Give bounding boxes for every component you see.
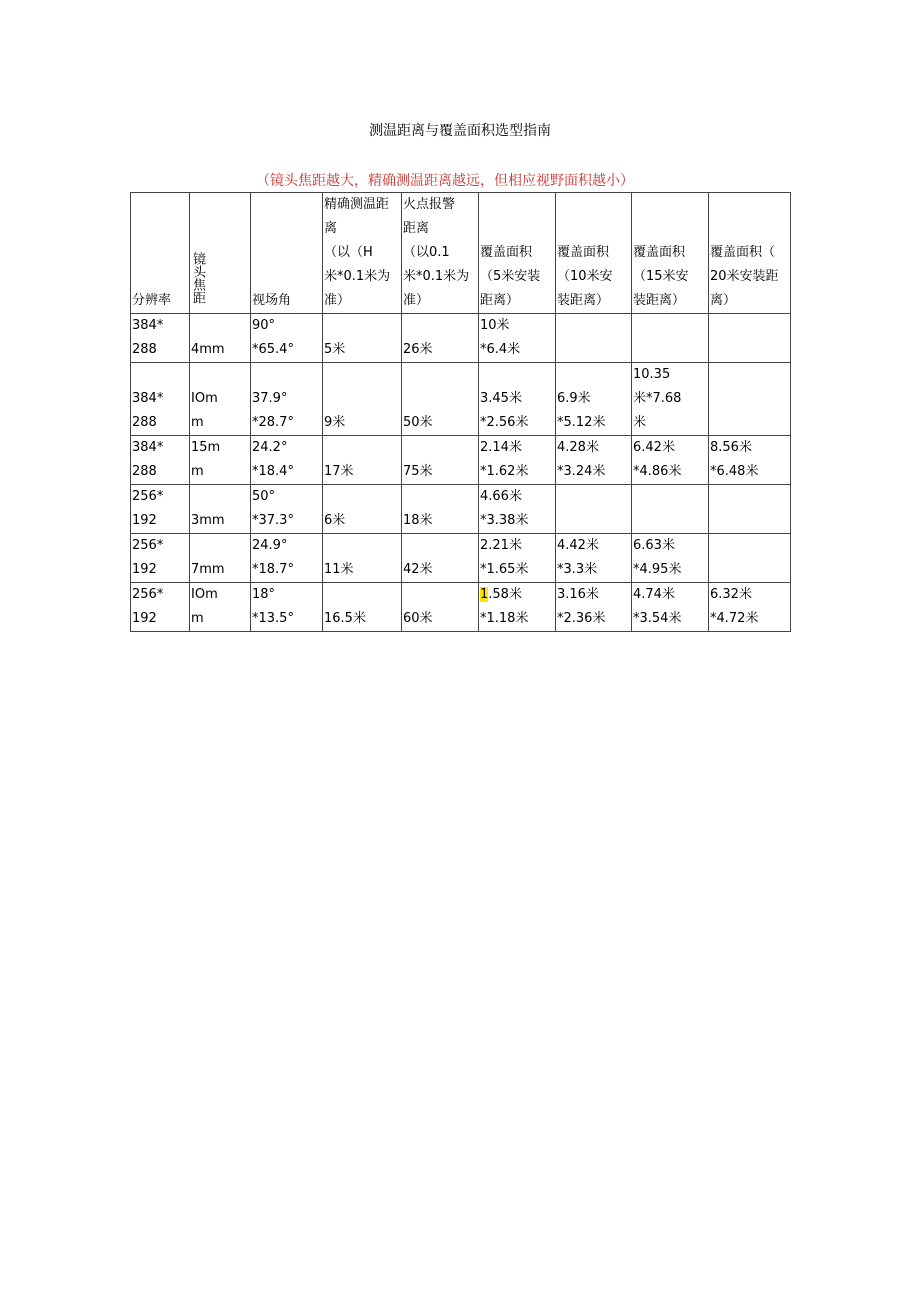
cell-alarm bbox=[402, 583, 479, 632]
header-line: 米*0.1米为 bbox=[324, 269, 391, 284]
cell-line: *4.72米 bbox=[710, 611, 759, 626]
cell-line: *6.4米 bbox=[480, 342, 521, 357]
cell-line: 384* bbox=[132, 391, 164, 406]
cell-resolution bbox=[131, 534, 190, 583]
cell-line: 4.74米 bbox=[633, 587, 675, 602]
header-lens-focal-length bbox=[190, 193, 251, 314]
cell-line: 6.9米 bbox=[557, 391, 591, 406]
cell-line: 6.42米 bbox=[633, 440, 675, 455]
table-row bbox=[131, 485, 791, 534]
header-alarm-distance bbox=[402, 193, 479, 314]
cell-line: *3.38米 bbox=[480, 513, 529, 528]
cell-area20 bbox=[709, 583, 791, 632]
cell-line: 17米 bbox=[324, 464, 354, 479]
cell-area15 bbox=[632, 363, 709, 436]
selection-guide-table bbox=[130, 192, 791, 632]
cell-line: 11米 bbox=[324, 562, 354, 577]
cell-line: *5.12米 bbox=[557, 415, 606, 430]
cell-lens bbox=[190, 583, 251, 632]
cell-line: 192 bbox=[132, 562, 157, 577]
cell-line: *3.54米 bbox=[633, 611, 682, 626]
cell-line: 256* bbox=[132, 489, 164, 504]
header-line: 精确测温距 bbox=[324, 197, 390, 212]
cell-line: 米 bbox=[633, 415, 647, 430]
cell-alarm bbox=[402, 436, 479, 485]
cell-line: 5米 bbox=[324, 342, 346, 357]
header-line: 20米安装距 bbox=[710, 269, 779, 284]
header-line: 距离） bbox=[480, 293, 520, 308]
header-resolution: 分辨率 bbox=[131, 193, 190, 314]
cell-line: 2.14米 bbox=[480, 440, 522, 455]
cell-line: 50° bbox=[252, 489, 276, 504]
cell-line: 10米 bbox=[480, 318, 510, 333]
cell-line: m bbox=[191, 611, 204, 626]
document-subtitle: （镜头焦距越大，精确测温距离越远，但相应视野面积越小） bbox=[256, 173, 634, 189]
header-line: 装距离） bbox=[633, 293, 686, 308]
header-line: 覆盖面积 bbox=[557, 245, 610, 260]
cell-line: 18° bbox=[252, 587, 276, 602]
cell-line: 60米 bbox=[403, 611, 433, 626]
cell-lens bbox=[190, 485, 251, 534]
cell-precise bbox=[323, 583, 402, 632]
cell-resolution bbox=[131, 314, 190, 363]
cell-line: 90° bbox=[252, 318, 276, 333]
cell-line: *6.48米 bbox=[710, 464, 759, 479]
header-area-15m bbox=[632, 193, 709, 314]
cell-area15 bbox=[632, 534, 709, 583]
cell-line: *1.18米 bbox=[480, 611, 529, 626]
cell-line: 50米 bbox=[403, 415, 433, 430]
cell-line: 3mm bbox=[191, 513, 225, 528]
cell-area5 bbox=[479, 363, 556, 436]
cell-resolution bbox=[131, 583, 190, 632]
header-line: 离） bbox=[710, 293, 737, 308]
cell-alarm bbox=[402, 534, 479, 583]
cell-precise bbox=[323, 363, 402, 436]
cell-line: m bbox=[191, 464, 204, 479]
cell-line: 26米 bbox=[403, 342, 433, 357]
cell-line: 192 bbox=[132, 513, 157, 528]
header-lens-label: 镜头焦距 bbox=[190, 252, 205, 304]
cell-lens bbox=[190, 534, 251, 583]
cell-line: m bbox=[191, 415, 204, 430]
cell-line: *2.36米 bbox=[557, 611, 606, 626]
document-title: 测温距离与覆盖面积选型指南 bbox=[369, 123, 551, 139]
highlight-mark: 1 bbox=[480, 587, 489, 602]
cell-area20 bbox=[709, 534, 791, 583]
header-line: 准） bbox=[403, 293, 430, 308]
cell-line: 7mm bbox=[191, 562, 225, 577]
header-line: （以0.1 bbox=[403, 245, 450, 260]
header-line: 米*0.1米为 bbox=[403, 269, 470, 284]
header-line: （10米安 bbox=[557, 269, 613, 284]
cell-area10 bbox=[556, 485, 632, 534]
cell-line: *1.62米 bbox=[480, 464, 529, 479]
cell-fov bbox=[251, 314, 323, 363]
cell-precise bbox=[323, 436, 402, 485]
header-line: 离 bbox=[324, 221, 338, 236]
cell-line: *3.3米 bbox=[557, 562, 598, 577]
cell-area10 bbox=[556, 363, 632, 436]
header-line: （5米安装 bbox=[480, 269, 541, 284]
cell-line: *2.56米 bbox=[480, 415, 529, 430]
header-line: 准） bbox=[324, 293, 351, 308]
cell-fov bbox=[251, 534, 323, 583]
cell-line: 37.9° bbox=[252, 391, 288, 406]
cell-fov bbox=[251, 363, 323, 436]
header-line: （15米安 bbox=[633, 269, 689, 284]
cell-precise bbox=[323, 485, 402, 534]
cell-line: 75米 bbox=[403, 464, 433, 479]
header-area-5m bbox=[479, 193, 556, 314]
cell-line: 8.56米 bbox=[710, 440, 752, 455]
header-line: 火点报警 bbox=[403, 197, 456, 212]
cell-resolution bbox=[131, 363, 190, 436]
cell-lens bbox=[190, 436, 251, 485]
cell-line: 24.9° bbox=[252, 538, 288, 553]
cell-alarm bbox=[402, 485, 479, 534]
cell-fov bbox=[251, 583, 323, 632]
cell-line: 4.28米 bbox=[557, 440, 599, 455]
cell-line: 42米 bbox=[403, 562, 433, 577]
cell-line: IOm bbox=[191, 587, 218, 602]
cell-line: *3.24米 bbox=[557, 464, 606, 479]
cell-line: 15m bbox=[191, 440, 221, 455]
header-line: 距离 bbox=[403, 221, 430, 236]
header-area-20m bbox=[709, 193, 791, 314]
cell-fov bbox=[251, 485, 323, 534]
cell-line: *65.4° bbox=[252, 342, 294, 357]
table-row bbox=[131, 436, 791, 485]
cell-line: 3.16米 bbox=[557, 587, 599, 602]
cell-lens bbox=[190, 314, 251, 363]
cell-line: IOm bbox=[191, 391, 218, 406]
cell-line: 6.63米 bbox=[633, 538, 675, 553]
header-line: 覆盖面积（ bbox=[710, 245, 776, 260]
cell-line: 384* bbox=[132, 440, 164, 455]
cell-area20 bbox=[709, 314, 791, 363]
cell-precise bbox=[323, 534, 402, 583]
cell-area10 bbox=[556, 583, 632, 632]
cell-line: 288 bbox=[132, 342, 157, 357]
cell-area5 bbox=[479, 485, 556, 534]
cell-line: 16.5米 bbox=[324, 611, 366, 626]
cell-area5 bbox=[479, 436, 556, 485]
cell-line: 192 bbox=[132, 611, 157, 626]
cell-area5 bbox=[479, 314, 556, 363]
header-line: （以（H bbox=[324, 245, 373, 260]
cell-precise bbox=[323, 314, 402, 363]
cell-area20 bbox=[709, 363, 791, 436]
cell-line: 米*7.68 bbox=[633, 391, 682, 406]
table-row bbox=[131, 583, 791, 632]
cell-line: *1.65米 bbox=[480, 562, 529, 577]
table-row bbox=[131, 363, 791, 436]
header-line: 覆盖面积 bbox=[480, 245, 533, 260]
cell-line: 24.2° bbox=[252, 440, 288, 455]
cell-area15 bbox=[632, 485, 709, 534]
cell-line: 9米 bbox=[324, 415, 346, 430]
cell-fov bbox=[251, 436, 323, 485]
cell-line: *18.7° bbox=[252, 562, 294, 577]
cell-lens bbox=[190, 363, 251, 436]
cell-area10 bbox=[556, 314, 632, 363]
cell-line: 6.32米 bbox=[710, 587, 752, 602]
cell-area15 bbox=[632, 583, 709, 632]
cell-line: *13.5° bbox=[252, 611, 294, 626]
cell-area5 bbox=[479, 534, 556, 583]
cell-area15 bbox=[632, 436, 709, 485]
cell-line: 10.35 bbox=[633, 367, 671, 382]
cell-line: 2.21米 bbox=[480, 538, 522, 553]
cell-line: 4mm bbox=[191, 342, 225, 357]
cell-line: 288 bbox=[132, 464, 157, 479]
cell-area10 bbox=[556, 436, 632, 485]
header-line: 装距离） bbox=[557, 293, 610, 308]
cell-resolution bbox=[131, 485, 190, 534]
cell-line: *37.3° bbox=[252, 513, 294, 528]
cell-line: 288 bbox=[132, 415, 157, 430]
header-line: 覆盖面积 bbox=[633, 245, 686, 260]
cell-area15 bbox=[632, 314, 709, 363]
cell-line: *18.4° bbox=[252, 464, 294, 479]
cell-line: *4.95米 bbox=[633, 562, 682, 577]
cell-line: 4.42米 bbox=[557, 538, 599, 553]
table-row bbox=[131, 314, 791, 363]
cell-area5 bbox=[479, 583, 556, 632]
cell-line: 256* bbox=[132, 587, 164, 602]
table-header-row bbox=[131, 193, 791, 314]
cell-resolution bbox=[131, 436, 190, 485]
header-area-10m bbox=[556, 193, 632, 314]
cell-line: *4.86米 bbox=[633, 464, 682, 479]
cell-line: 6米 bbox=[324, 513, 346, 528]
cell-line: 1.58米 bbox=[480, 587, 522, 602]
cell-line: 384* bbox=[132, 318, 164, 333]
cell-line: 3.45米 bbox=[480, 391, 522, 406]
cell-line: 18米 bbox=[403, 513, 433, 528]
cell-area10 bbox=[556, 534, 632, 583]
cell-line: *28.7° bbox=[252, 415, 294, 430]
cell-alarm bbox=[402, 314, 479, 363]
header-precise-distance bbox=[323, 193, 402, 314]
cell-alarm bbox=[402, 363, 479, 436]
header-fov: 视场角 bbox=[251, 193, 323, 314]
cell-area20 bbox=[709, 485, 791, 534]
cell-area20 bbox=[709, 436, 791, 485]
cell-line: 4.66米 bbox=[480, 489, 522, 504]
cell-line: 256* bbox=[132, 538, 164, 553]
table-row bbox=[131, 534, 791, 583]
